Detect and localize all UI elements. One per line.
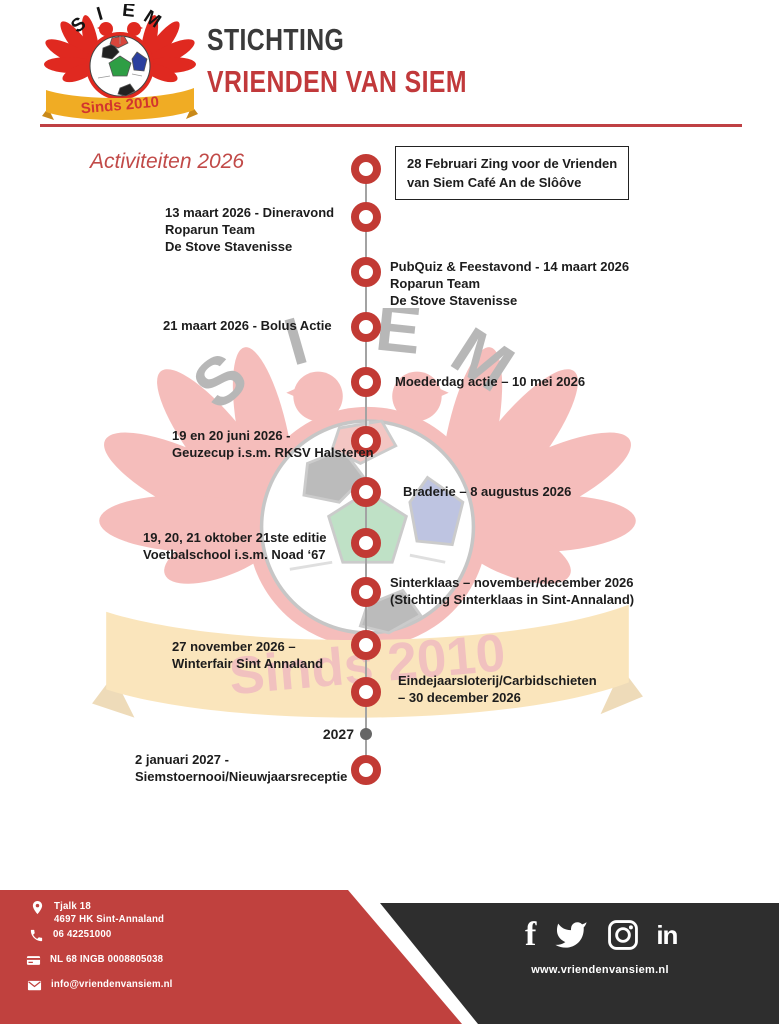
footer bbox=[0, 860, 779, 1024]
title-line-2: VRIENDEN VAN SIEM bbox=[207, 64, 467, 99]
phone-icon bbox=[29, 928, 44, 943]
event-line: 19, 20, 21 oktober 21ste editie bbox=[143, 530, 327, 545]
event-line: Geuzecup i.s.m. RKSV Halsteren bbox=[172, 445, 374, 460]
event-line: Roparun Team bbox=[390, 276, 481, 291]
timeline-marker bbox=[351, 630, 381, 660]
timeline-event-9 bbox=[172, 638, 323, 672]
event-line: Sinterklaas – november/december 2026 bbox=[390, 575, 634, 590]
event-line: 27 november 2026 – bbox=[172, 639, 296, 654]
event-line: Moederdag actie – 10 mei 2026 bbox=[395, 374, 586, 389]
address-line-2: 4697 HK Sint-Annaland bbox=[54, 913, 165, 925]
timeline-marker bbox=[351, 257, 381, 287]
bank-row bbox=[26, 953, 173, 968]
timeline-marker bbox=[351, 202, 381, 232]
year-2027-label: 2027 bbox=[322, 726, 354, 742]
timeline-event-5 bbox=[172, 427, 374, 461]
event-line: Siemstoernooi/Nieuwjaarsreceptie bbox=[135, 769, 348, 784]
event-line: Roparun Team bbox=[165, 222, 256, 237]
timeline-marker bbox=[351, 154, 381, 184]
timeline-event-0 bbox=[395, 146, 629, 200]
social-icons bbox=[525, 918, 677, 952]
phone-row bbox=[29, 928, 117, 943]
event-line: Braderie – 8 augustus 2026 bbox=[403, 484, 572, 499]
linkedin-icon[interactable]: in bbox=[656, 919, 678, 950]
event-line: De Stove Stavenisse bbox=[165, 239, 293, 254]
timeline-event-3 bbox=[163, 317, 332, 334]
event-line: (Stichting Sinterklaas in Sint-Annaland) bbox=[390, 592, 635, 607]
event-line: Winterfair Sint Annaland bbox=[172, 656, 324, 671]
event-line: PubQuiz & Feestavond - 14 maart 2026 bbox=[390, 259, 630, 274]
email-row bbox=[27, 978, 183, 993]
event-line: Eindejaarsloterij/Carbidschieten bbox=[398, 673, 597, 688]
email-icon bbox=[27, 978, 42, 993]
email-address: info@vriendenvansiem.nl bbox=[51, 978, 173, 990]
phone-number: 06 42251000 bbox=[53, 928, 112, 940]
timeline-marker bbox=[351, 755, 381, 785]
siem-logo bbox=[40, 4, 200, 124]
year-2027-dot bbox=[360, 728, 372, 740]
event-line: 19 en 20 juni 2026 - bbox=[172, 428, 291, 443]
header-divider bbox=[40, 124, 742, 127]
timeline-marker bbox=[351, 528, 381, 558]
website-url[interactable]: www.vriendenvansiem.nl bbox=[531, 964, 669, 976]
address-row bbox=[30, 900, 174, 926]
twitter-icon[interactable] bbox=[552, 918, 590, 952]
event-line: van Siem Café An de Slôôve bbox=[407, 175, 582, 190]
location-pin-icon bbox=[30, 900, 45, 915]
event-line: De Stove Stavenisse bbox=[390, 293, 518, 308]
event-line: 28 Februari Zing voor de Vrienden bbox=[407, 156, 618, 171]
page-title: Activiteiten 2026 bbox=[90, 150, 245, 173]
timeline-marker bbox=[351, 577, 381, 607]
bank-account: NL 68 INGB 0008805038 bbox=[50, 953, 164, 965]
timeline-marker bbox=[351, 477, 381, 507]
title-line-1: STICHTING bbox=[207, 22, 345, 57]
instagram-icon[interactable] bbox=[606, 918, 640, 952]
timeline-marker bbox=[351, 677, 381, 707]
event-line: Voetbalschool i.s.m. Noad ‘67 bbox=[143, 547, 326, 562]
address-line-1: Tjalk 18 bbox=[54, 900, 91, 912]
timeline-event-6 bbox=[403, 483, 571, 500]
event-line: – 30 december 2026 bbox=[398, 690, 521, 705]
timeline-event-4 bbox=[395, 373, 585, 390]
bank-card-icon bbox=[26, 953, 41, 968]
event-line: 2 januari 2027 - bbox=[135, 752, 229, 767]
organization-title bbox=[207, 22, 532, 100]
timeline-event-7 bbox=[143, 529, 327, 563]
timeline-marker bbox=[351, 312, 381, 342]
timeline-event-10 bbox=[398, 672, 597, 706]
timeline-event-8 bbox=[390, 574, 634, 608]
event-line: 13 maart 2026 - Dineravond bbox=[165, 205, 335, 220]
timeline-marker bbox=[351, 367, 381, 397]
timeline-event-1 bbox=[165, 204, 334, 255]
event-line: 21 maart 2026 - Bolus Actie bbox=[163, 318, 332, 333]
facebook-icon[interactable]: f bbox=[525, 916, 537, 953]
timeline-event-2 bbox=[390, 258, 629, 309]
timeline-event-11 bbox=[135, 751, 347, 785]
